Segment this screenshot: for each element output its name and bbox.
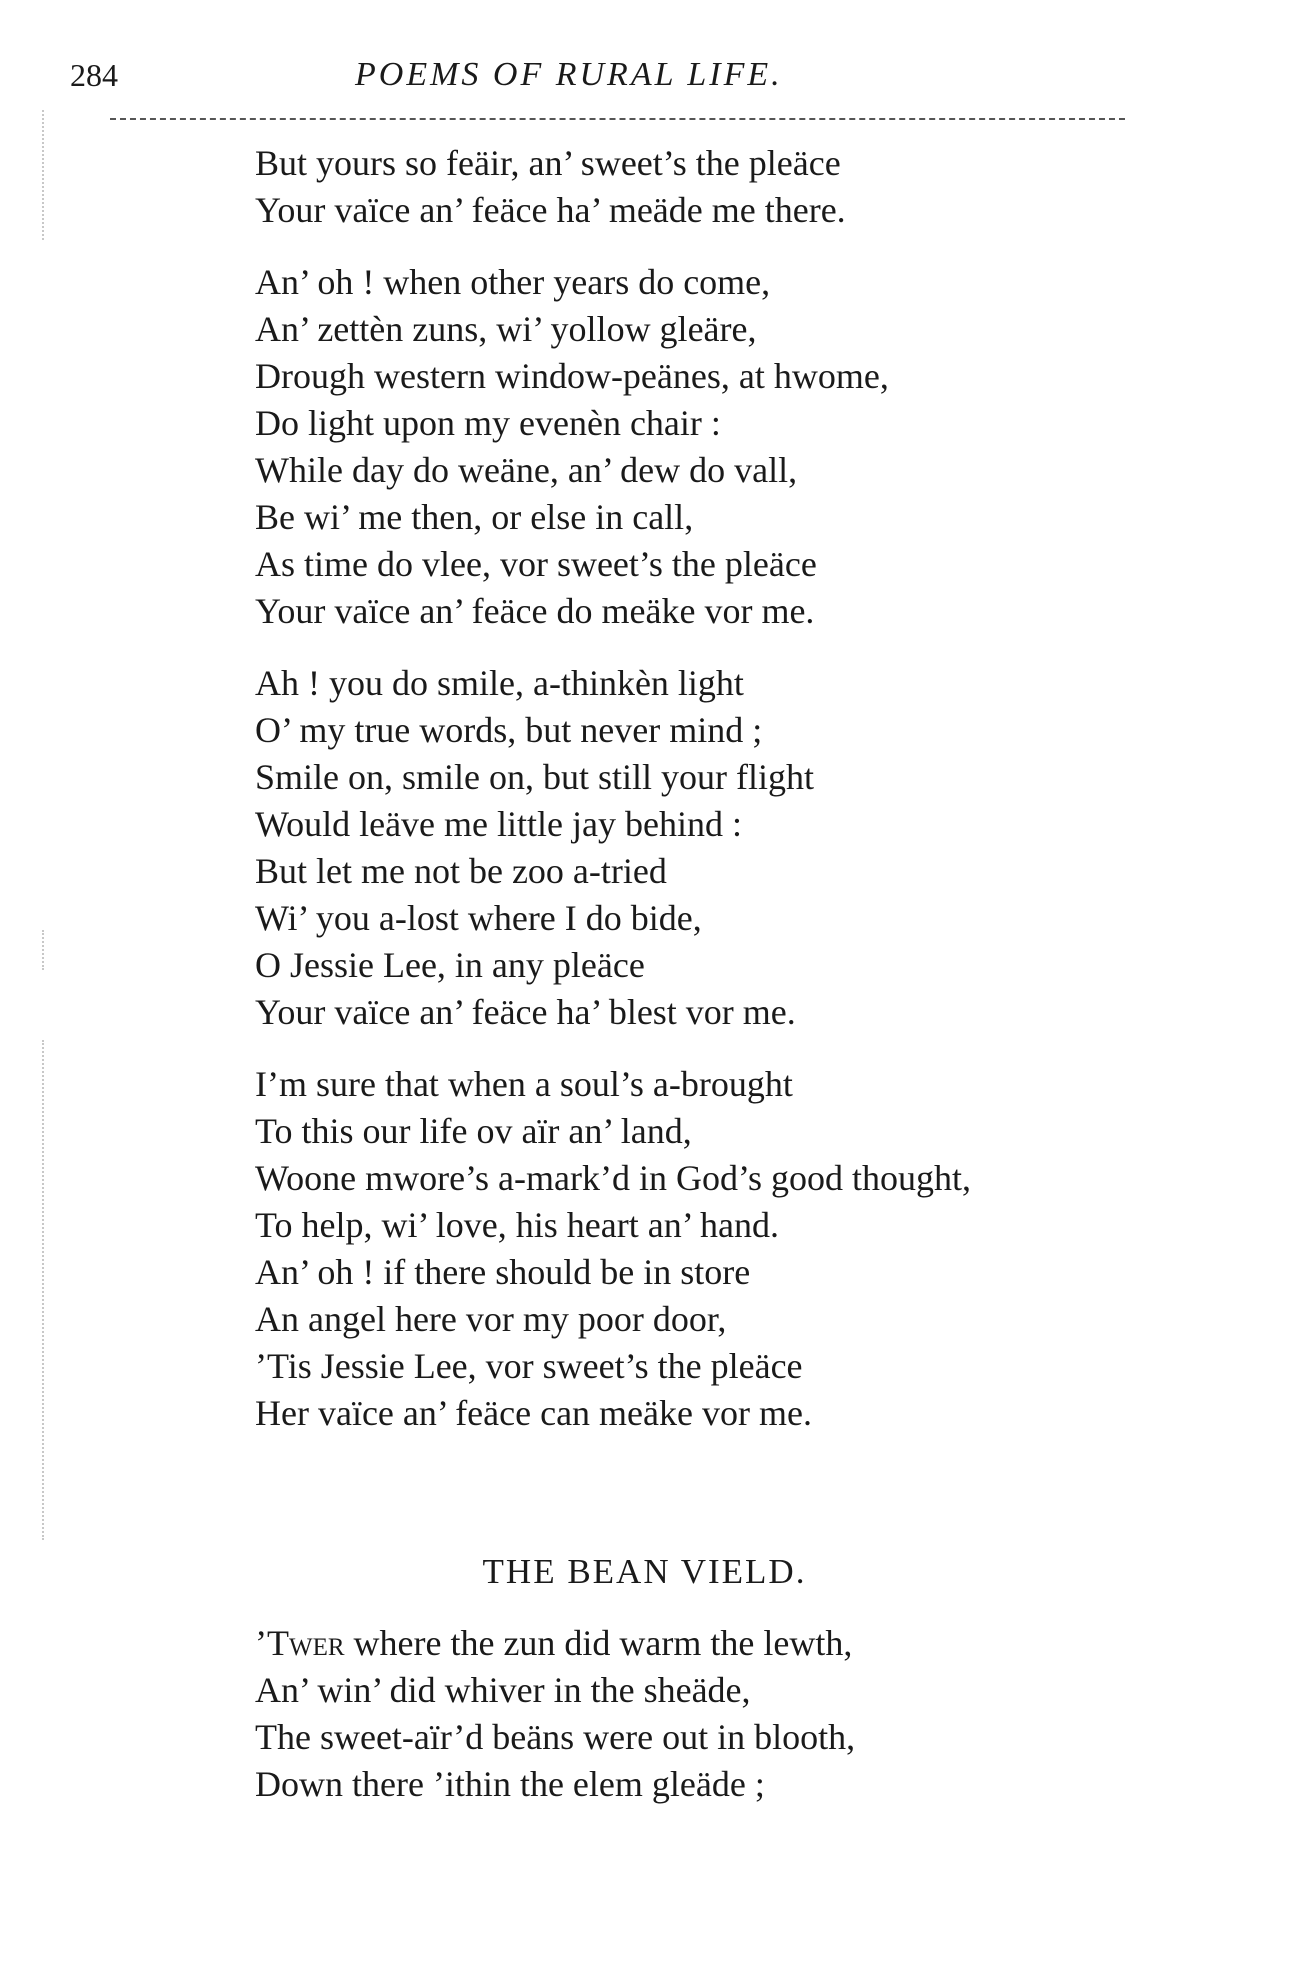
verse-line: As time do vlee, vor sweet’s the pleäce [255, 544, 817, 584]
stanza [255, 1061, 1195, 1437]
verse-line: But let me not be zoo a-tried [255, 851, 667, 891]
opening-word: ’Twer [255, 1623, 345, 1663]
margin-dots [42, 110, 44, 240]
verse-line: The sweet-aïr’d beäns were out in blooth, [255, 1717, 856, 1757]
verse-line: An’ oh ! when other years do come, [255, 262, 771, 302]
verse-line: An’ oh ! if there should be in store [255, 1252, 751, 1292]
verse-line: While day do weäne, an’ dew do vall, [255, 450, 798, 490]
section-title: THE BEAN VIELD. [482, 1552, 807, 1591]
verse-line: Drough western window-peänes, at hwome, [255, 356, 889, 396]
margin-dots [42, 1040, 44, 1540]
verse-line: O’ my true words, but never mind ; [255, 710, 763, 750]
verse-line: An’ zettèn zuns, wi’ yollow gleäre, [255, 309, 757, 349]
verse-line: An angel here vor my poor door, [255, 1299, 727, 1339]
page-number: 284 [70, 57, 118, 93]
verse-line: Her vaïce an’ feäce can meäke vor me. [255, 1393, 812, 1433]
verse-line: ’Tis Jessie Lee, vor sweet’s the pleäce [255, 1346, 803, 1386]
margin-dots [42, 930, 44, 970]
verse-line: To help, wi’ love, his heart an’ hand. [255, 1205, 779, 1245]
verse-line: Down there ’ithin the elem gleäde ; [255, 1764, 765, 1804]
poem-bean-vield [255, 1620, 1195, 1808]
verse-line: O Jessie Lee, in any pleäce [255, 945, 645, 985]
stanza [255, 660, 1195, 1036]
poem-jessie-lee [255, 140, 1195, 1462]
verse-line [255, 1620, 1195, 1667]
verse-line: Woone mwore’s a-mark’d in God’s good thought, [255, 1158, 971, 1198]
header-rule [110, 118, 1125, 120]
verse-line: Smile on, smile on, but still your flight [255, 757, 815, 797]
verse-line-rest: where the zun did warm the lewth, [344, 1623, 853, 1663]
verse-line: An’ win’ did whiver in the sheäde, [255, 1670, 751, 1710]
verse-line: Your vaïce an’ feäce ha’ blest vor me. [255, 992, 796, 1032]
verse-line: Wi’ you a-lost where I do bide, [255, 898, 702, 938]
verse-line: Your vaïce an’ feäce ha’ meäde me there. [255, 190, 846, 230]
verse-line: Be wi’ me then, or else in call, [255, 497, 694, 537]
verse-line: Would leäve me little jay behind : [255, 804, 742, 844]
stanza [255, 140, 1195, 234]
running-title: POEMS OF RURAL LIFE. [355, 56, 783, 93]
verse-line: Your vaïce an’ feäce do meäke vor me. [255, 591, 815, 631]
verse-line: To this our life ov aïr an’ land, [255, 1111, 692, 1151]
stanza [255, 259, 1195, 635]
verse-line: But yours so feäir, an’ sweet’s the pleäce [255, 143, 841, 183]
verse-line: Do light upon my evenèn chair : [255, 403, 721, 443]
verse-line: Ah ! you do smile, a-thinkèn light [255, 663, 744, 703]
verse-line: I’m sure that when a soul’s a-brought [255, 1064, 793, 1104]
